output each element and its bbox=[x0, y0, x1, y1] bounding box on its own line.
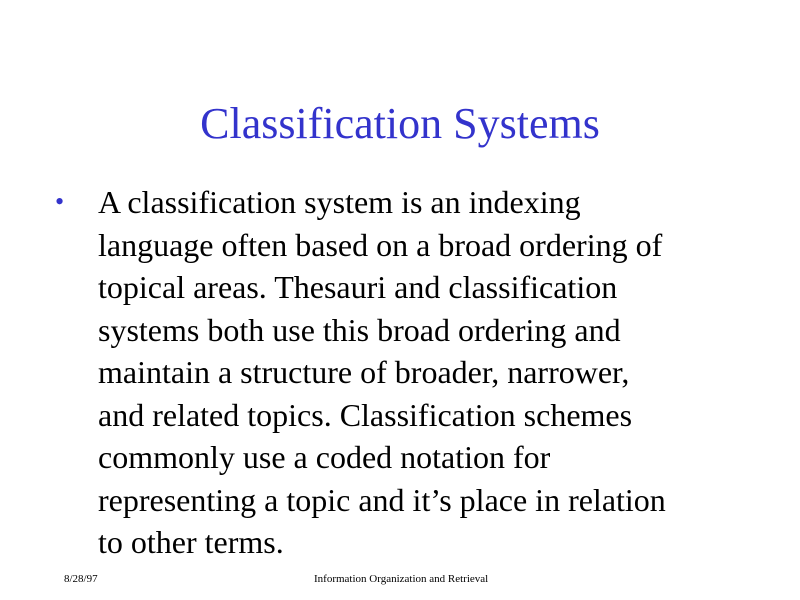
footer-date: 8/28/97 bbox=[64, 573, 98, 585]
bullet-line: systems both use this broad ordering and bbox=[98, 311, 621, 348]
bullet-line: to other terms. bbox=[98, 524, 284, 560]
footer-center-text: Information Organization and Retrieval bbox=[314, 573, 489, 585]
bullet-line: representing a topic and it’s place in relation bbox=[98, 481, 666, 518]
bullet-line: and related topics. Classification schemes bbox=[98, 396, 633, 433]
bullet-line: commonly use a coded notation for bbox=[98, 439, 551, 475]
bullet-line: A classification system is an indexing bbox=[98, 184, 581, 220]
bullet-marker: • bbox=[55, 187, 65, 216]
bullet-line: topical areas. Thesauri and classification bbox=[98, 269, 618, 305]
bullet-text bbox=[98, 181, 758, 564]
bullet-line: language often based on a broad ordering of bbox=[98, 226, 663, 263]
slide-title: Classification Systems bbox=[200, 99, 600, 148]
bullet-line: maintain a structure of broader, narrower, bbox=[98, 354, 630, 390]
